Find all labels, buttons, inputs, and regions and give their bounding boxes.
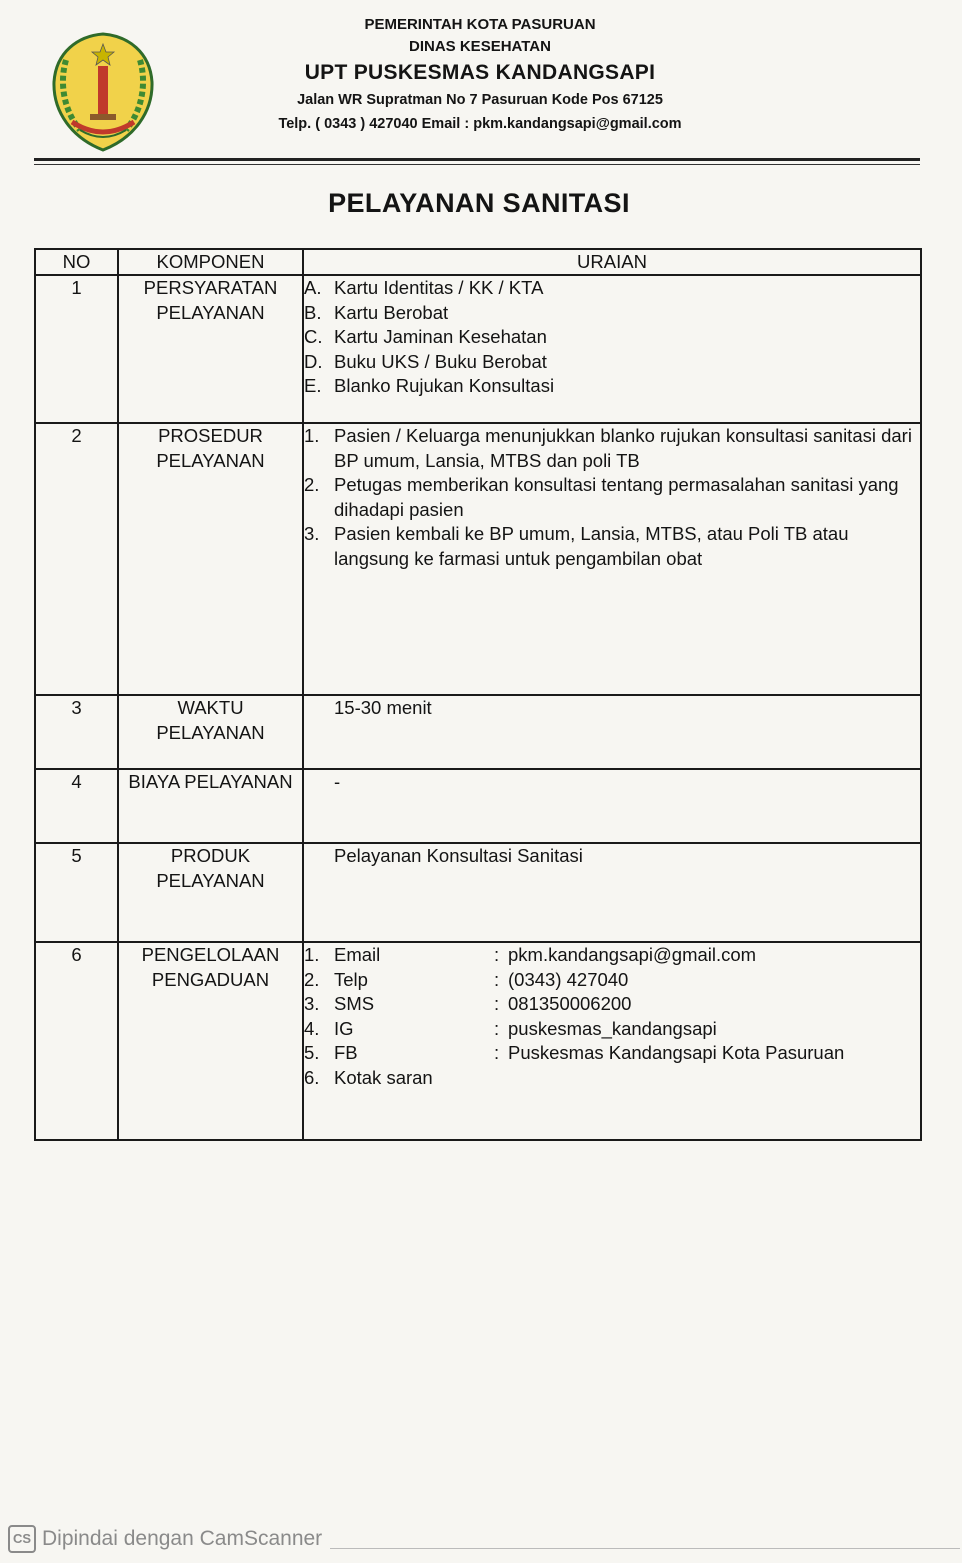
procedure-list bbox=[304, 424, 920, 571]
service-time: 15-30 menit bbox=[334, 697, 432, 718]
table-row bbox=[35, 695, 921, 769]
row-number: 1 bbox=[35, 275, 118, 423]
row-description bbox=[303, 695, 921, 769]
list-item: C. Kartu Jaminan Kesehatan bbox=[304, 326, 547, 347]
list-item: 1. Pasien / Keluarga menunjukkan blanko rujukan konsultasi sanitasi dari BP umum, Lansia, MTBS dan poli TB bbox=[304, 425, 912, 471]
watermark-text: Dipindai dengan CamScanner bbox=[42, 1527, 323, 1550]
row-component: PROSEDUR PELAYANAN bbox=[118, 423, 303, 695]
requirements-list bbox=[304, 276, 920, 399]
list-item: 3. SMS : 081350006200 bbox=[304, 993, 632, 1014]
letterhead-rule-thin bbox=[34, 164, 920, 165]
divider bbox=[330, 1548, 960, 1549]
scanner-watermark bbox=[8, 1525, 322, 1553]
government-name: PEMERINTAH KOTA PASURUAN bbox=[364, 16, 596, 33]
row-description bbox=[303, 275, 921, 423]
list-item: 1. Email : pkm.kandangsapi@gmail.com bbox=[304, 944, 757, 965]
row-component: PENGELOLAAN PENGADUAN bbox=[118, 942, 303, 1140]
list-item: 5. FB : Puskesmas Kandangsapi Kota Pasuruan bbox=[304, 1042, 845, 1063]
table-row bbox=[35, 423, 921, 695]
list-item: 4. IG : puskesmas_kandangsapi bbox=[304, 1017, 717, 1039]
list-item: 2. Telp : (0343) 427040 bbox=[304, 968, 629, 990]
list-item: E. Blanko Rujukan Konsultasi bbox=[304, 375, 555, 396]
address-line: Jalan WR Supratman No 7 Pasuruan Kode Pos 67125 bbox=[297, 92, 663, 108]
table-row bbox=[35, 275, 921, 423]
city-emblem-icon bbox=[50, 30, 156, 154]
row-description bbox=[303, 769, 921, 843]
list-item: D. Buku UKS / Buku Berobat bbox=[304, 350, 547, 372]
institution-name: UPT PUSKESMAS KANDANGSAPI bbox=[304, 61, 656, 84]
row-component: BIAYA PELAYANAN bbox=[118, 769, 303, 843]
row-component: WAKTU PELAYANAN bbox=[118, 695, 303, 769]
table-row bbox=[35, 942, 921, 1140]
column-header-no: NO bbox=[35, 249, 118, 275]
service-table bbox=[34, 248, 922, 1141]
service-cost: - bbox=[334, 771, 341, 792]
column-header-komponen: KOMPONEN bbox=[118, 249, 303, 275]
table-header-row bbox=[35, 249, 921, 275]
list-item: A. Kartu Identitas / KK / KTA bbox=[304, 277, 544, 298]
camscanner-icon: CS bbox=[8, 1525, 36, 1553]
column-header-uraian: URAIAN bbox=[303, 249, 921, 275]
document-title: PELAYANAN SANITASI bbox=[328, 188, 630, 218]
list-item: 6. Kotak saran bbox=[304, 1066, 433, 1088]
row-number: 3 bbox=[35, 695, 118, 769]
table-row bbox=[35, 769, 921, 843]
row-number: 6 bbox=[35, 942, 118, 1140]
letterhead bbox=[200, 14, 760, 136]
row-description bbox=[303, 843, 921, 942]
row-component: PRODUK PELAYANAN bbox=[118, 843, 303, 942]
list-item: B. Kartu Berobat bbox=[304, 301, 449, 323]
table-row bbox=[35, 843, 921, 942]
department-name: DINAS KESEHATAN bbox=[409, 38, 551, 55]
row-number: 4 bbox=[35, 769, 118, 843]
row-number: 5 bbox=[35, 843, 118, 942]
letterhead-rule-thick bbox=[34, 158, 920, 161]
row-number: 2 bbox=[35, 423, 118, 695]
row-component: PERSYARATAN PELAYANAN bbox=[118, 275, 303, 423]
list-item: 2. Petugas memberikan konsultasi tentang permasalahan sanitasi yang dihadapi pasien bbox=[304, 474, 899, 520]
contact-line: Telp. ( 0343 ) 427040 Email : pkm.kandangsapi@gmail.com bbox=[278, 116, 682, 132]
list-item: 3. Pasien kembali ke BP umum, Lansia, MTBS, atau Poli TB atau langsung ke farmasi untuk pengambilan obat bbox=[304, 523, 849, 569]
complaint-channels-list bbox=[304, 943, 920, 1090]
row-description bbox=[303, 942, 921, 1140]
service-product: Pelayanan Konsultasi Sanitasi bbox=[334, 845, 583, 866]
row-description bbox=[303, 423, 921, 695]
